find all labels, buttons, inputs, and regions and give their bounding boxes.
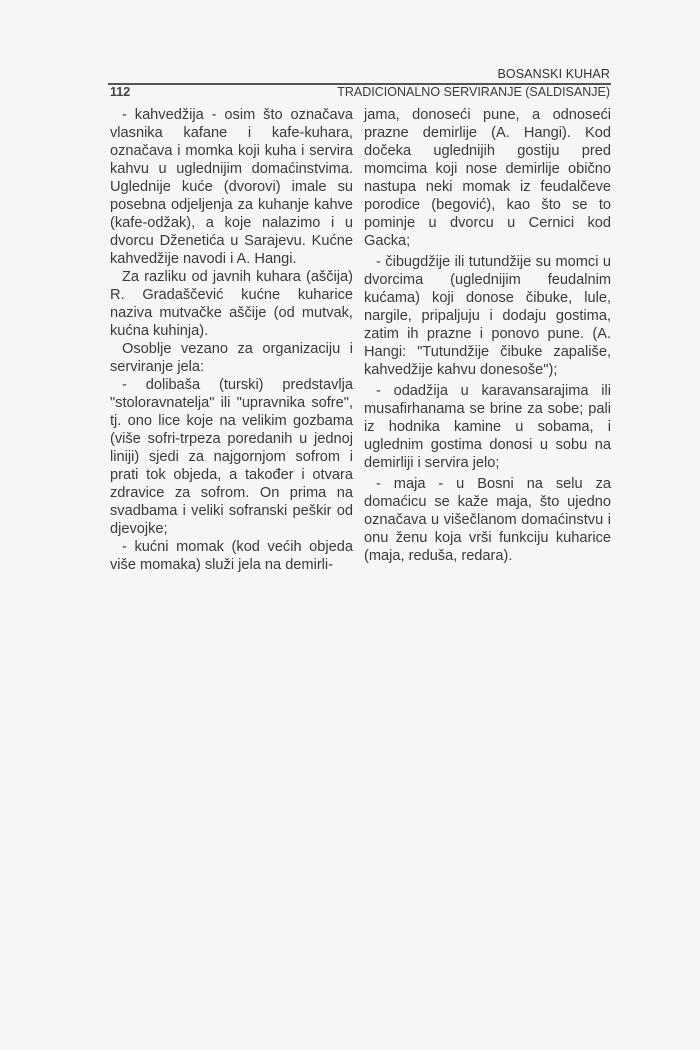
paragraph-dolibasa: - dolibaša (turski) predstavlja "stoloravnatelja" ili "upravnika sofre", tj. ono lice koje na velikim gozbama (više sofri-trpeza poredanih u jednoj liniji) sjedi za najgornjom sofrom i prati tok objeda, a također i otvara zdravice za sofrom. On prima na svadbama i veliki sofranski peškir od djevojke;: [110, 377, 353, 537]
paragraph-aScije: Za razliku od javnih kuhara (aščija) R. Gradaščević kućne kuharice naziva mutvačke aščije (od mutvak, kućna kuhinja).: [110, 269, 353, 339]
paragraph-osoblje: Osoblje vezano za organizaciju i serviranje jela:: [110, 341, 353, 375]
paragraph-continuation: jama, donoseći pune, a odnoseći prazne demirlije (A. Hangi). Kod dočeka uglednijih gostiju pred momcima koji nose demirlije obično nastupa neki momak iz feudalčeve porodice (begović), kao što se to pominje u dvorcu u Cernici kod Gacka;: [364, 107, 611, 249]
paragraph-maja: - maja - u Bosni na selu za domaćicu se kaže maja, što ujedno označava u višečlanom domaćinstvu i onu ženu koja vrši funkciju kuharice (maja, reduša, redara).: [364, 476, 611, 564]
paragraph-cibugdzije: - čibugdžije ili tutundžije su momci u dvorcima (uglednijim feudalnim kućama) koji donose čibuke, lule, nargile, pripaljuju i dodaju gostima, zatim ih prazne i ponovo pune. (A. Hangi: "Tutundžije čibuke zapališe, kahvedžije kahvu donesoše");: [364, 254, 611, 378]
page-number: 112: [110, 85, 131, 99]
left-column: [110, 106, 353, 574]
running-head-chapter-title: TRADICIONALNO SERVIRANJE (SALDISANJE): [337, 85, 610, 99]
paragraph-kahvedzija: - kahvedžija - osim što označava vlasnika kafane i kafe-kuhara, označava i momka koji kuha i servira kahvu u uglednijim domaćinstvima. Uglednije kuće (dvorovi) imale su posebna odjeljenja za kuhanje kahve (kafe-odžak), a koje nalazimo i u dvorcu Dženetića u Sarajevu. Kućne kahvedžije navodi i A. Hangi.: [110, 107, 353, 267]
right-column: [364, 106, 611, 565]
paragraph-kucni-momak: - kućni momak (kod većih objeda više momaka) služi jela na demirli-: [110, 539, 353, 573]
running-head-book-title: BOSANSKI KUHAR: [497, 67, 610, 81]
paragraph-odadzija: - odadžija u karavansarajima ili musafirhanama se brine za sobe; pali iz hodnika kamine u sobama, i uglednim gostima donosi u sobu na demirliji i servira jelo;: [364, 383, 611, 471]
